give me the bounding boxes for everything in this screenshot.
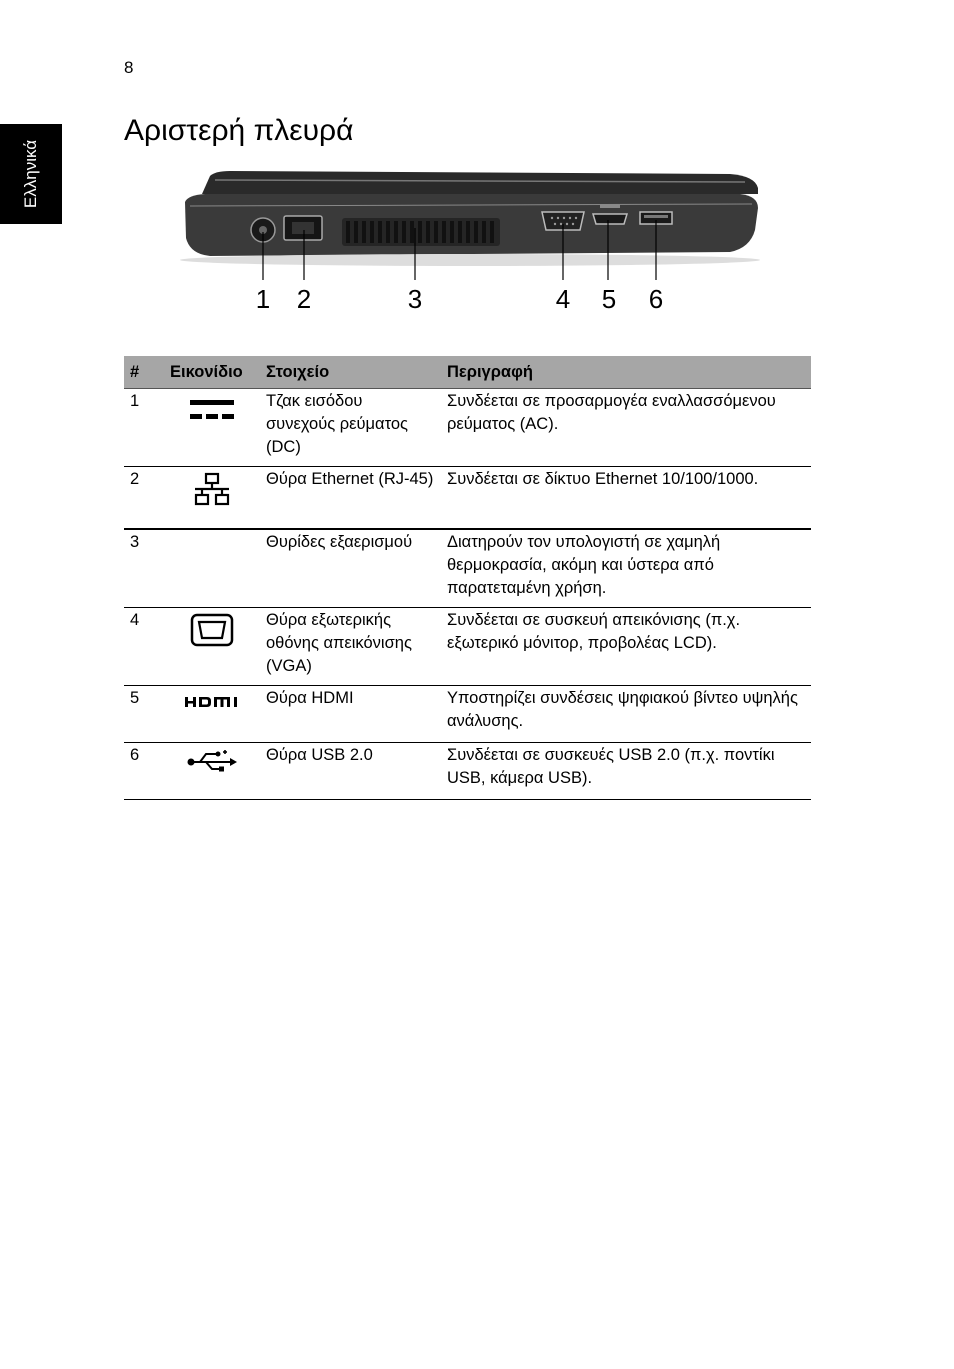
- row-description: Συνδέεται σε δίκτυο Ethernet 10/100/1000.: [441, 467, 811, 529]
- ports-table: [124, 356, 811, 800]
- row-icon-cell: [164, 529, 260, 608]
- row-icon-cell: [164, 743, 260, 800]
- language-label: Ελληνικά: [21, 139, 40, 209]
- vga-icon: [190, 613, 234, 647]
- table-row: [124, 743, 811, 800]
- callout-3: 3: [407, 284, 423, 314]
- callout-6: 6: [648, 284, 664, 314]
- row-number: 4: [124, 608, 164, 686]
- page-title: Αριστερή πλευρά: [124, 114, 354, 147]
- row-item: Θύρα εξωτερικής οθόνης απεικόνισης (VGA): [260, 608, 441, 686]
- table-row: [124, 608, 811, 686]
- dc-power-icon: [188, 394, 236, 424]
- row-number: 3: [124, 529, 164, 608]
- row-item: Θυρίδες εξαερισμού: [260, 529, 441, 608]
- row-icon-cell: [164, 389, 260, 467]
- table-row: [124, 529, 811, 608]
- language-side-tab: [0, 124, 62, 224]
- callout-4: 4: [555, 284, 571, 314]
- header-item: Στοιχείο: [260, 356, 441, 389]
- header-number: #: [124, 356, 164, 389]
- table-header-row: [124, 356, 811, 389]
- table-row: [124, 389, 811, 467]
- row-item: Θύρα Ethernet (RJ-45): [260, 467, 441, 529]
- callout-1: 1: [255, 284, 271, 314]
- table-row: [124, 467, 811, 529]
- row-number: 6: [124, 743, 164, 800]
- row-description: Συνδέεται σε προσαρμογέα εναλλασσόμενου ρεύματος (AC).: [441, 389, 811, 467]
- ethernet-icon: [192, 472, 232, 508]
- header-icon: Εικονίδιο: [164, 356, 260, 389]
- row-description: Συνδέεται σε συσκευή απεικόνισης (π.χ. εξωτερικό μόνιτορ, προβολέας LCD).: [441, 608, 811, 686]
- hdmi-icon: [184, 695, 240, 709]
- page-number: 8: [124, 58, 134, 77]
- row-description: Διατηρούν τον υπολογιστή σε χαμηλή θερμοκρασία, ακόμη και ύστερα από παρατεταμένη χρήση.: [441, 529, 811, 608]
- row-item: Τζακ εισόδου συνεχούς ρεύματος (DC): [260, 389, 441, 467]
- callout-5: 5: [601, 284, 617, 314]
- row-icon-cell: [164, 608, 260, 686]
- callout-2: 2: [296, 284, 312, 314]
- row-icon-cell: [164, 467, 260, 529]
- header-description: Περιγραφή: [441, 356, 811, 389]
- row-item: Θύρα HDMI: [260, 686, 441, 743]
- row-number: 2: [124, 467, 164, 529]
- usb-icon: [186, 748, 238, 774]
- table-row: [124, 686, 811, 743]
- row-description: Υποστηρίζει συνδέσεις ψηφιακού βίντεο υψηλής ανάλυσης.: [441, 686, 811, 743]
- row-item: Θύρα USB 2.0: [260, 743, 441, 800]
- row-number: 5: [124, 686, 164, 743]
- row-number: 1: [124, 389, 164, 467]
- row-icon-cell: [164, 686, 260, 743]
- row-description: Συνδέεται σε συσκευές USB 2.0 (π.χ. ποντίκι USB, κάμερα USB).: [441, 743, 811, 800]
